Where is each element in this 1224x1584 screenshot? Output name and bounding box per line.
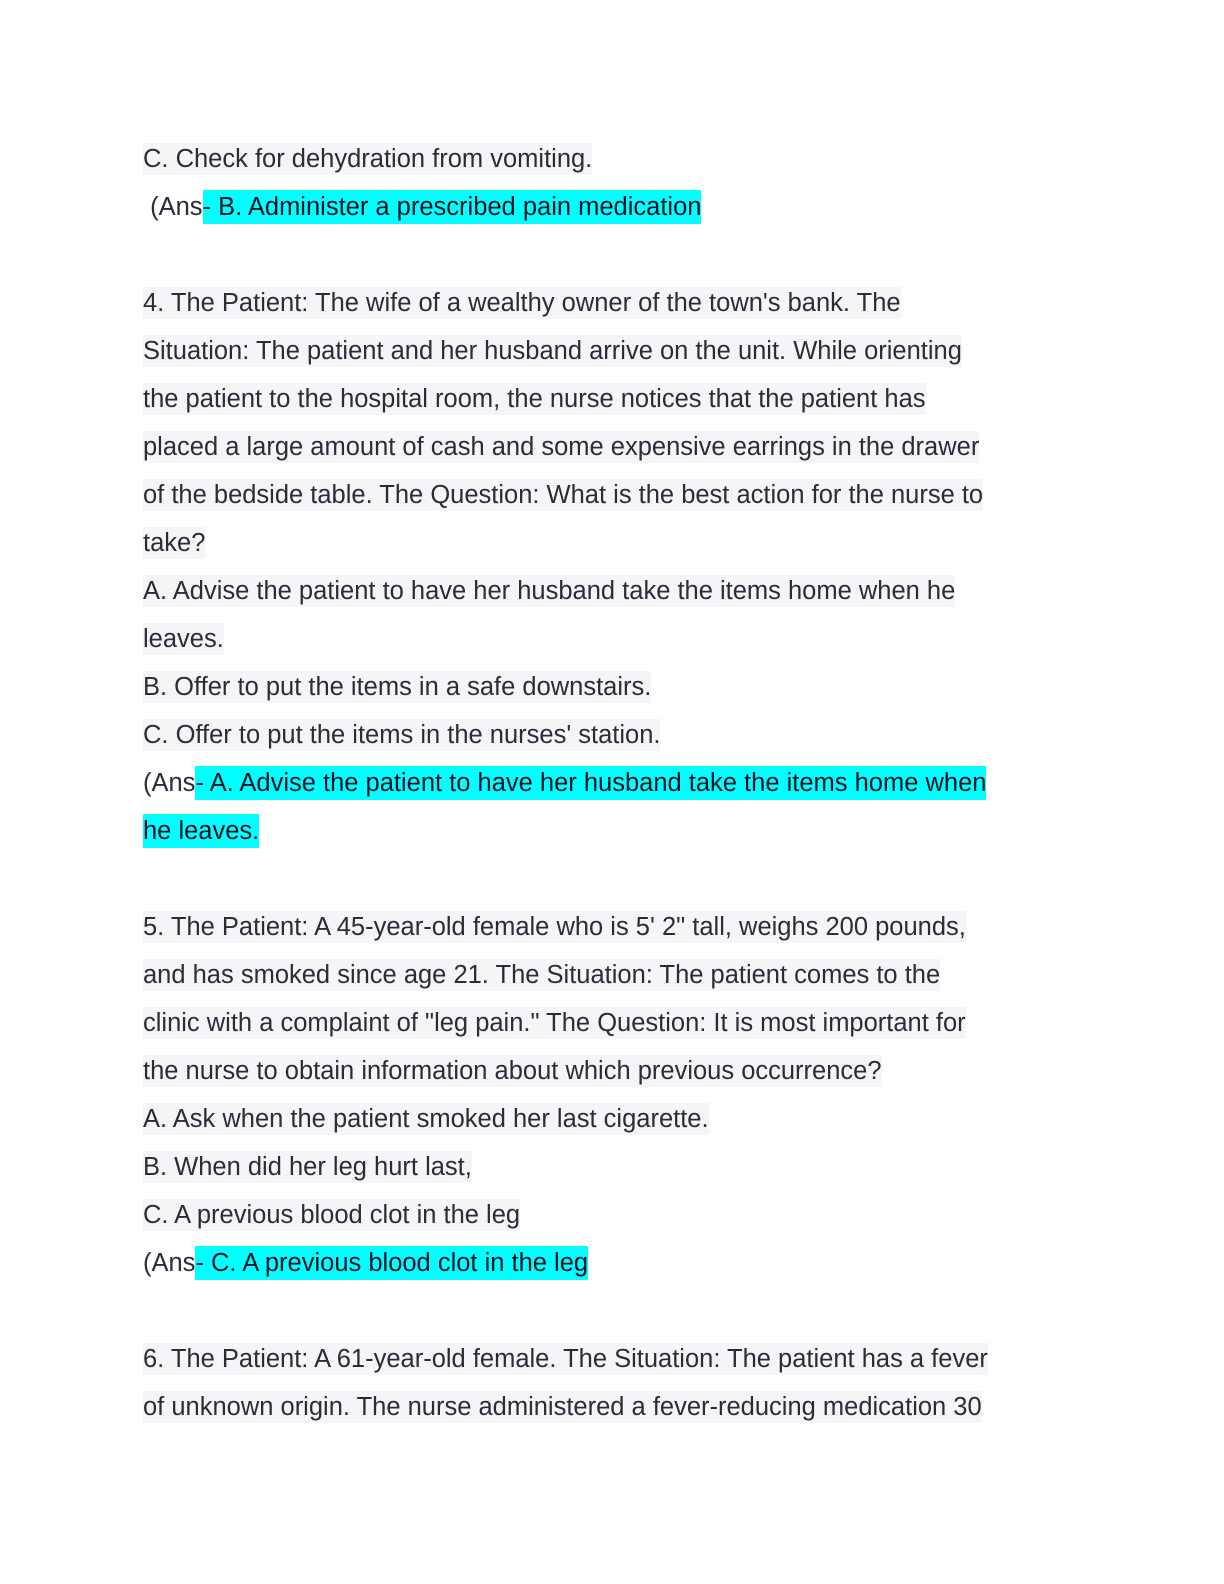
q4-answer-highlight: - A. Advise the patient to have her husband take the items home when	[195, 766, 986, 800]
spacer	[143, 231, 1083, 279]
q5-answer-prefix: (Ans	[143, 1249, 196, 1277]
q4-answer-prefix: (Ans	[143, 769, 196, 797]
q4-answer-cont	[143, 807, 1083, 855]
q4-stem-line: Situation: The patient and her husband arrive on the unit. While orienting	[143, 337, 962, 365]
q4-stem-line: placed a large amount of cash and some expensive earrings in the drawer	[143, 433, 980, 461]
q4-option-b: B. Offer to put the items in a safe downstairs.	[143, 673, 652, 701]
spacer	[143, 1287, 1083, 1335]
q5-answer	[143, 1239, 1083, 1287]
q6-stem-line: of unknown origin. The nurse administered a fever-reducing medication 30	[143, 1393, 982, 1421]
q4-stem-line: the patient to the hospital room, the nurse notices that the patient has	[143, 385, 926, 413]
q3-answer-highlight: - B. Administer a prescribed pain medication	[203, 190, 702, 224]
q5-stem-line: and has smoked since age 21. The Situation: The patient comes to the	[143, 961, 941, 989]
q3-answer	[143, 183, 1083, 231]
q4-option-c: C. Offer to put the items in the nurses' station.	[143, 721, 661, 749]
q6-stem-line: 6. The Patient: A 61-year-old female. The Situation: The patient has a fever	[143, 1345, 988, 1373]
q4-stem-line: take?	[143, 529, 206, 557]
q4-answer-highlight-cont: he leaves.	[143, 814, 259, 848]
q5-option-a: A. Ask when the patient smoked her last cigarette.	[143, 1105, 709, 1133]
q5-stem-line: clinic with a complaint of "leg pain." The Question: It is most important for	[143, 1009, 966, 1037]
q3-option-c: C. Check for dehydration from vomiting.	[143, 145, 593, 173]
q5-option-b: B. When did her leg hurt last,	[143, 1153, 472, 1181]
document-page	[143, 135, 1083, 1431]
q5-stem-line: the nurse to obtain information about which previous occurrence?	[143, 1057, 882, 1085]
q5-answer-highlight: - C. A previous blood clot in the leg	[195, 1246, 588, 1280]
q4-answer	[143, 759, 1083, 807]
q4-stem-line: of the bedside table. The Question: What is the best action for the nurse to	[143, 481, 984, 509]
q4-stem-line: 4. The Patient: The wife of a wealthy owner of the town's bank. The	[143, 289, 901, 317]
spacer	[143, 855, 1083, 903]
q3-answer-prefix: (Ans	[143, 193, 203, 221]
q5-stem-line: 5. The Patient: A 45-year-old female who is 5' 2" tall, weighs 200 pounds,	[143, 913, 966, 941]
q4-option-a-cont: leaves.	[143, 625, 224, 653]
q4-option-a: A. Advise the patient to have her husband take the items home when he	[143, 577, 956, 605]
q5-option-c: C. A previous blood clot in the leg	[143, 1201, 521, 1229]
